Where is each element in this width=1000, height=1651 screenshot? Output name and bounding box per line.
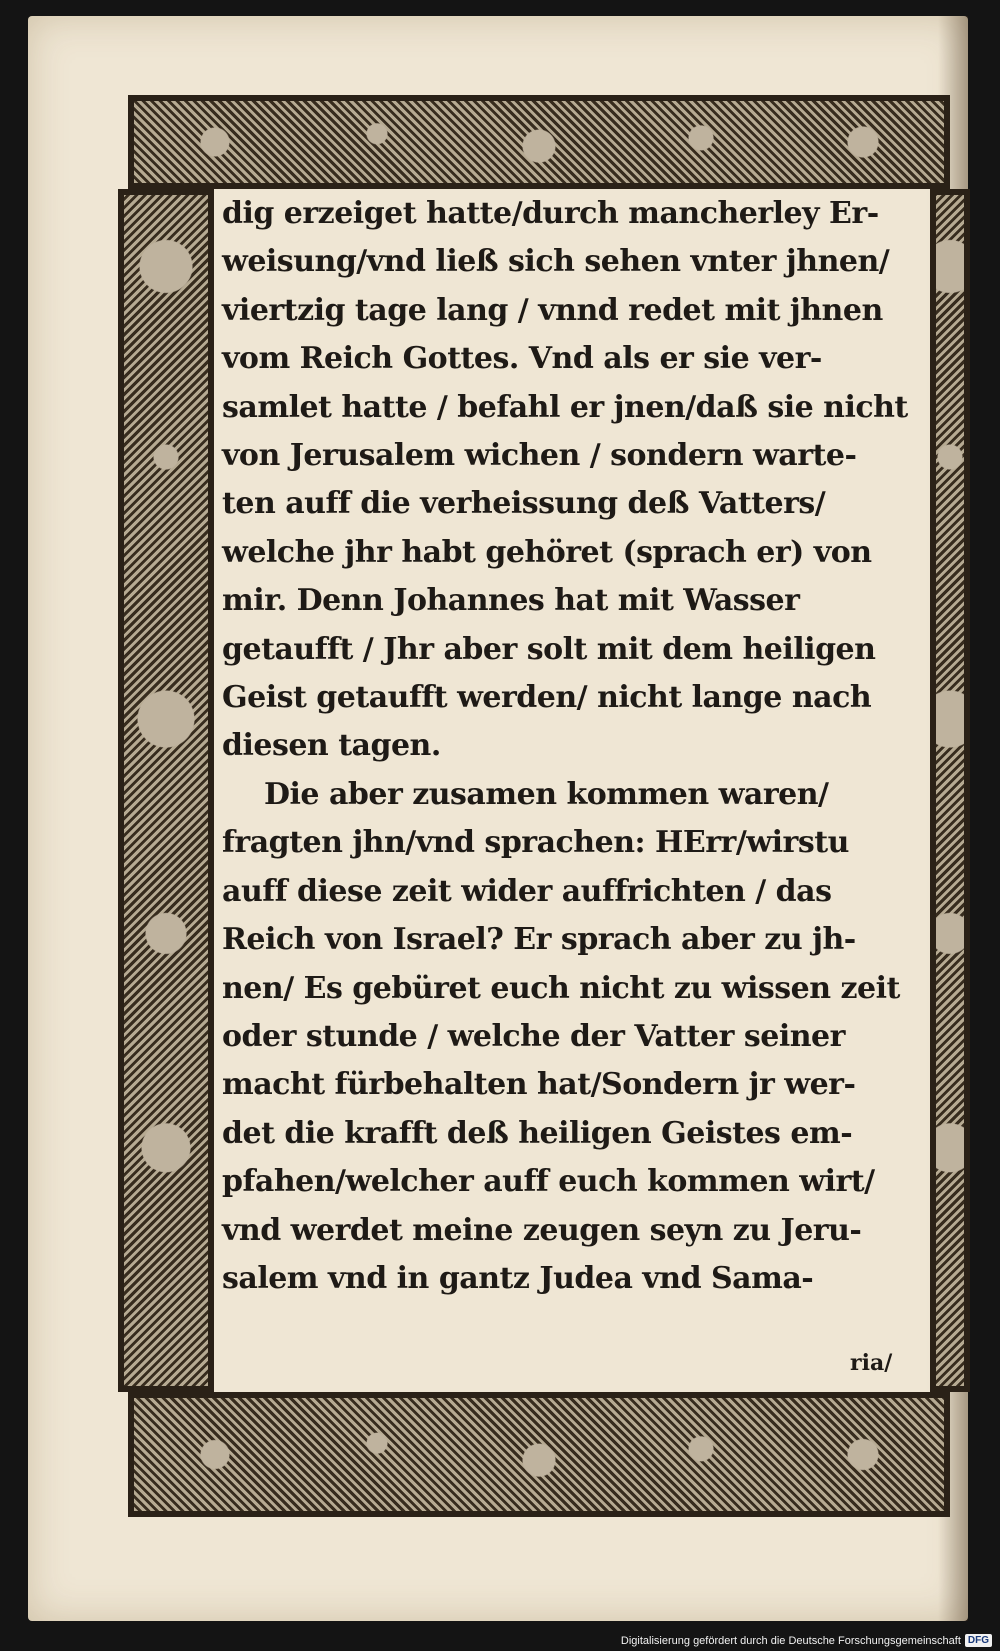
text-line: ten auff die verheissung deß Vatters/ xyxy=(222,486,826,522)
text-line: weisung/vnd ließ sich sehen vnter jhnen/ xyxy=(222,244,890,280)
text-line: mir. Denn Johannes hat mit Wasser xyxy=(222,583,800,619)
woodcut-border-bottom xyxy=(128,1392,950,1517)
text-line: Geist getaufft werden/ nicht lange nach xyxy=(222,680,872,716)
text-line: dig erzeiget hatte/durch mancherley Er- xyxy=(222,196,879,231)
text-line: det die krafft deß heiligen Geistes em- xyxy=(222,1115,853,1151)
text-line: vnd werdet meine zeugen seyn zu Jeru- xyxy=(222,1212,862,1248)
text-line: auff diese zeit wider auffrichten / das xyxy=(222,873,832,909)
text-line: welche jhr habt gehöret (sprach er) von xyxy=(222,534,872,570)
dfg-logo-icon: DFG xyxy=(965,1634,992,1647)
text-line: macht fürbehalten hat/Sondern jr wer- xyxy=(222,1067,856,1103)
woodcut-border-left xyxy=(118,189,214,1392)
text-line: vom Reich Gottes. Vnd als er sie ver- xyxy=(222,341,822,377)
text-line: pfahen/welcher auff euch kommen wirt/ xyxy=(222,1164,875,1200)
text-line: getaufft / Jhr aber solt mit dem heiligen xyxy=(222,631,876,667)
text-line: viertzig tage lang / vnnd redet mit jhnen xyxy=(222,292,883,328)
text-line: diesen tagen. xyxy=(222,728,441,764)
text-line-paragraph-start: Die aber zusamen kommen waren/ xyxy=(264,776,829,812)
ornament-figures-left xyxy=(124,195,208,1386)
text-line: samlet hatte / befahl er jnen/daß sie nicht xyxy=(222,389,908,425)
text-line: salem vnd in gantz Judea vnd Sama- xyxy=(222,1260,814,1296)
catchword: ria/ xyxy=(850,1350,893,1376)
footer-credit: Digitalisierung gefördert durch die Deutsche Forschungsgemeinschaft xyxy=(620,1634,961,1647)
ornament-scroll-top xyxy=(134,101,944,183)
text-line: nen/ Es gebüret euch nicht zu wissen zeit xyxy=(222,970,900,1006)
digitization-footer xyxy=(621,1634,992,1647)
body-text xyxy=(222,190,910,1303)
text-line: fragten jhn/vnd sprachen: HErr/wirstu xyxy=(222,825,849,861)
text-line: von Jerusalem wichen / sondern warte- xyxy=(222,438,857,474)
woodcut-border-top xyxy=(128,95,950,189)
text-line: oder stunde / welche der Vatter seiner xyxy=(222,1018,845,1054)
ornament-figures-right xyxy=(936,195,964,1386)
ornament-cherubs-bottom xyxy=(134,1398,944,1511)
woodcut-border-right xyxy=(930,189,970,1392)
text-line: Reich von Israel? Er sprach aber zu jh- xyxy=(222,922,856,958)
